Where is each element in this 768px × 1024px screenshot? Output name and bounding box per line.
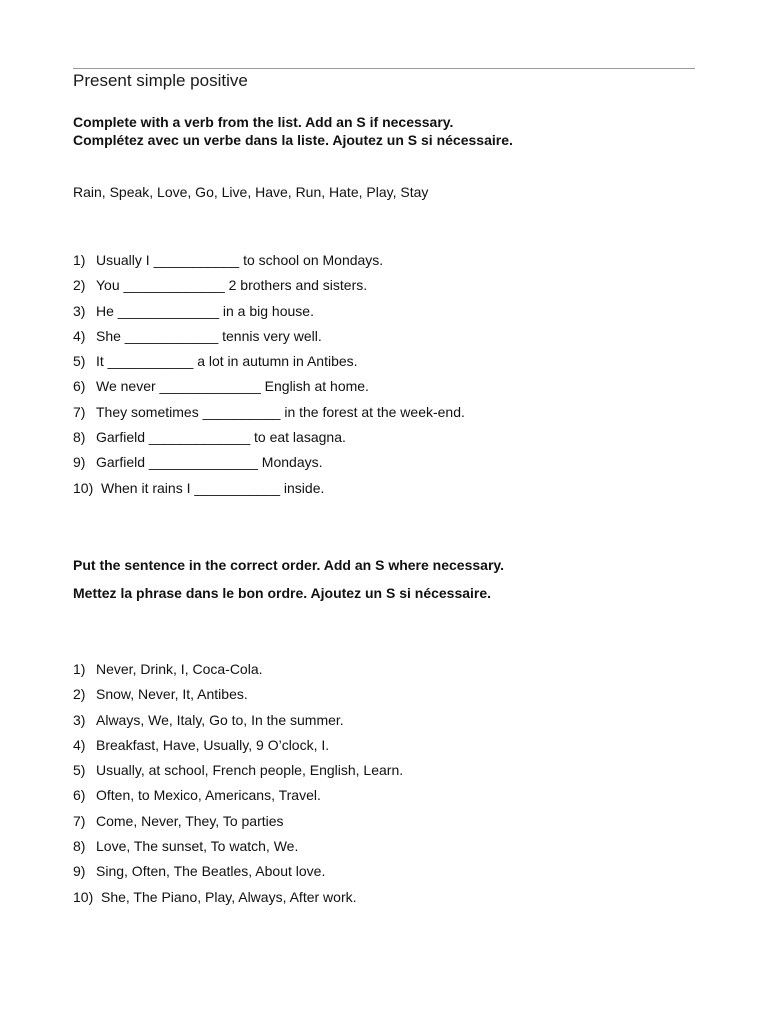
- list-item: [73, 302, 465, 327]
- item-text: Often, to Mexico, Americans, Travel.: [96, 787, 321, 804]
- item-number: 9): [73, 454, 86, 471]
- item-number: 5): [73, 762, 86, 779]
- item-number: 10): [73, 888, 94, 905]
- item-number: 5): [73, 353, 86, 370]
- list-item: [73, 837, 403, 862]
- item-text: Always, We, Italy, Go to, In the summer.: [96, 711, 344, 728]
- section1-instruction-fr: Complétez avec un verbe dans la liste. Ajoutez un S si nécessaire.: [73, 132, 513, 148]
- item-text: Love, The sunset, To watch, We.: [96, 838, 299, 855]
- verb-word-list: Rain, Speak, Love, Go, Live, Have, Run, Hate, Play, Stay: [73, 184, 429, 200]
- list-item: [73, 711, 403, 736]
- list-item: [73, 276, 465, 301]
- list-item: [73, 761, 403, 786]
- list-item: [73, 352, 465, 377]
- list-item: [73, 736, 403, 761]
- list-item: [73, 786, 403, 811]
- item-text: Garfield ______________ Mondays.: [96, 454, 323, 471]
- section1-exercise-list: [73, 251, 465, 504]
- item-text: She ____________ tennis very well.: [96, 327, 322, 344]
- item-text: It ___________ a lot in autumn in Antibes.: [96, 353, 358, 370]
- item-text: Sing, Often, The Beatles, About love.: [96, 863, 326, 880]
- item-number: 8): [73, 429, 86, 446]
- item-text: She, The Piano, Play, Always, After work.: [101, 888, 357, 905]
- item-number: 3): [73, 711, 86, 728]
- item-text: Come, Never, They, To parties: [96, 812, 284, 829]
- item-number: 2): [73, 277, 86, 294]
- item-number: 4): [73, 736, 86, 753]
- item-text: They sometimes __________ in the forest at the week-end.: [96, 403, 465, 420]
- section2-instruction-en: Put the sentence in the correct order. Add an S where necessary.: [73, 557, 505, 573]
- list-item: [73, 479, 465, 504]
- item-number: 4): [73, 327, 86, 344]
- item-text: When it rains I ___________ inside.: [101, 479, 325, 496]
- list-item: [73, 403, 465, 428]
- item-number: 8): [73, 838, 86, 855]
- list-item: [73, 377, 465, 402]
- item-number: 1): [73, 661, 86, 677]
- list-item: [73, 327, 465, 352]
- item-number: 1): [73, 252, 86, 268]
- item-text: You _____________ 2 brothers and sisters.: [96, 277, 368, 294]
- item-number: 6): [73, 787, 86, 804]
- item-text: We never _____________ English at home.: [96, 378, 369, 395]
- item-number: 10): [73, 479, 94, 496]
- item-number: 7): [73, 812, 86, 829]
- page-title: Present simple positive: [73, 71, 248, 90]
- list-item: [73, 685, 403, 710]
- item-text: Breakfast, Have, Usually, 9 O’clock, I.: [96, 736, 330, 753]
- item-text: Never, Drink, I, Coca-Cola.: [96, 661, 263, 677]
- item-text: Garfield _____________ to eat lasagna.: [96, 429, 346, 446]
- item-text: Usually, at school, French people, English, Learn.: [96, 762, 404, 779]
- item-number: 6): [73, 378, 86, 395]
- item-number: 3): [73, 302, 86, 319]
- list-item: [73, 660, 403, 685]
- item-text: Usually I ___________ to school on Mondays.: [96, 252, 384, 268]
- top-divider: [73, 68, 695, 69]
- list-item: [73, 812, 403, 837]
- list-item: [73, 428, 465, 453]
- item-text: Snow, Never, It, Antibes.: [96, 686, 248, 703]
- list-item: [73, 888, 403, 913]
- item-text: He _____________ in a big house.: [96, 302, 314, 319]
- list-item: [73, 453, 465, 478]
- section1-instruction-en: Complete with a verb from the list. Add an S if necessary.: [73, 114, 454, 130]
- item-number: 7): [73, 403, 86, 420]
- list-item: [73, 862, 403, 887]
- section2-exercise-list: [73, 660, 403, 913]
- list-item: [73, 251, 465, 276]
- section2-instruction-fr: Mettez la phrase dans le bon ordre. Ajoutez un S si nécessaire.: [73, 585, 492, 601]
- item-number: 2): [73, 686, 86, 703]
- item-number: 9): [73, 863, 86, 880]
